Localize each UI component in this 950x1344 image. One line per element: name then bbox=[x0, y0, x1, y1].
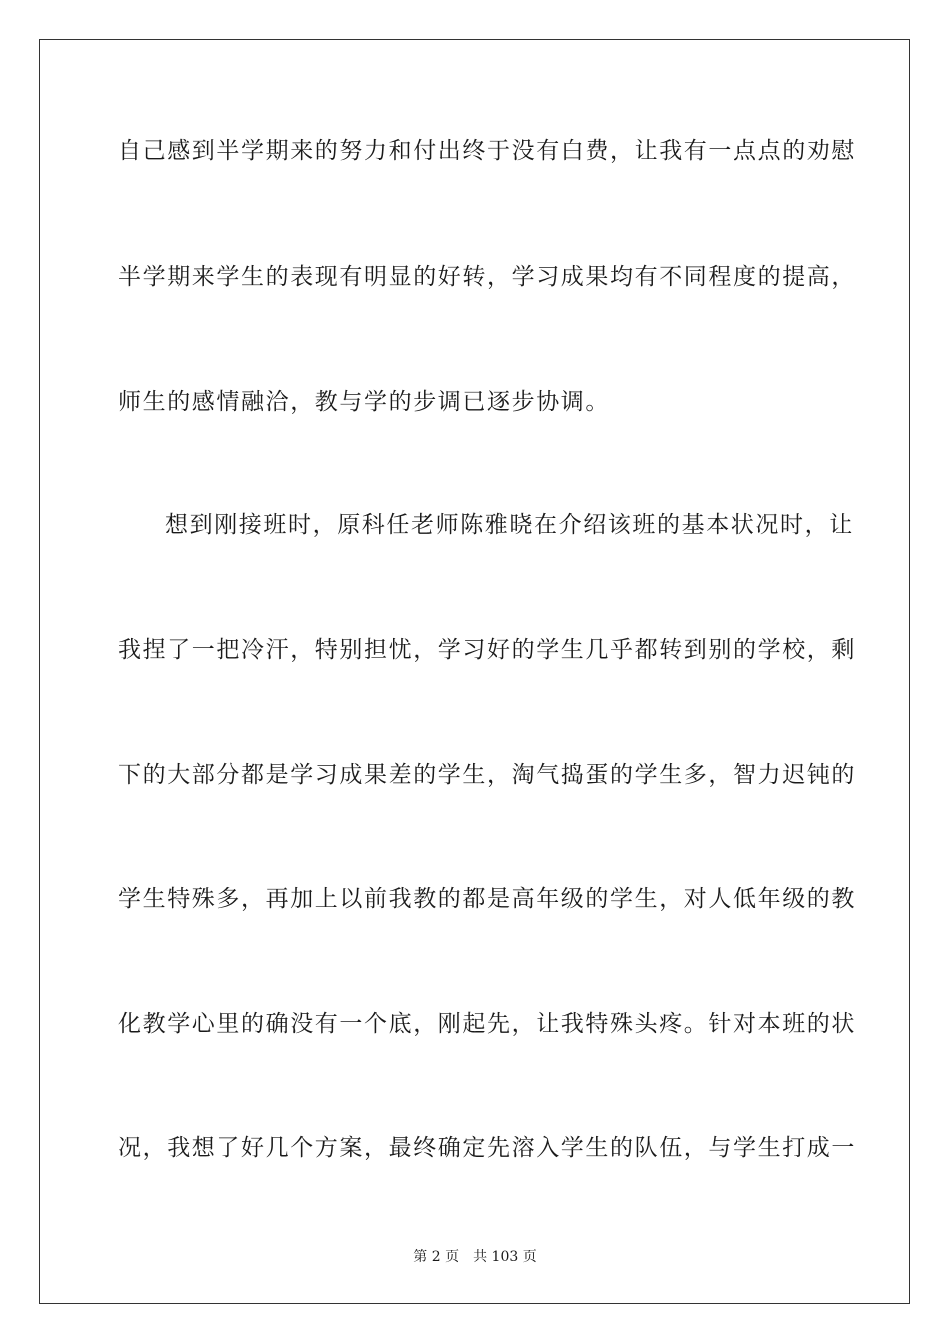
page-number: 第 2 页 bbox=[413, 1249, 460, 1265]
page-footer bbox=[0, 1246, 950, 1266]
text-line-7: 学生特殊多，再加上以前我教的都是高年级的学生，对人低年级的教 bbox=[118, 886, 856, 912]
text-line-1: 自己感到半学期来的努力和付出终于没有白费，让我有一点点的劝慰 bbox=[118, 138, 856, 164]
text-line-2: 半学期来学生的表现有明显的好转，学习成果均有不同程度的提高， bbox=[118, 264, 856, 290]
text-line-8: 化教学心里的确没有一个底，刚起先，让我特殊头疼。针对本班的状 bbox=[118, 1011, 856, 1037]
text-line-6: 下的大部分都是学习成果差的学生，淘气捣蛋的学生多，智力迟钝的 bbox=[118, 762, 856, 788]
page-border bbox=[39, 39, 910, 1304]
text-line-5: 我捏了一把冷汗，特别担忧，学习好的学生几乎都转到别的学校，剩 bbox=[118, 637, 856, 663]
total-pages: 共 103 页 bbox=[473, 1249, 537, 1265]
text-line-4: 想到刚接班时，原科任老师陈雅晓在介绍该班的基本状况时，让 bbox=[165, 512, 854, 538]
text-line-9: 况，我想了好几个方案，最终确定先溶入学生的队伍，与学生打成一 bbox=[118, 1135, 856, 1161]
text-line-3: 师生的感情融洽，教与学的步调已逐步协调。 bbox=[118, 389, 610, 415]
